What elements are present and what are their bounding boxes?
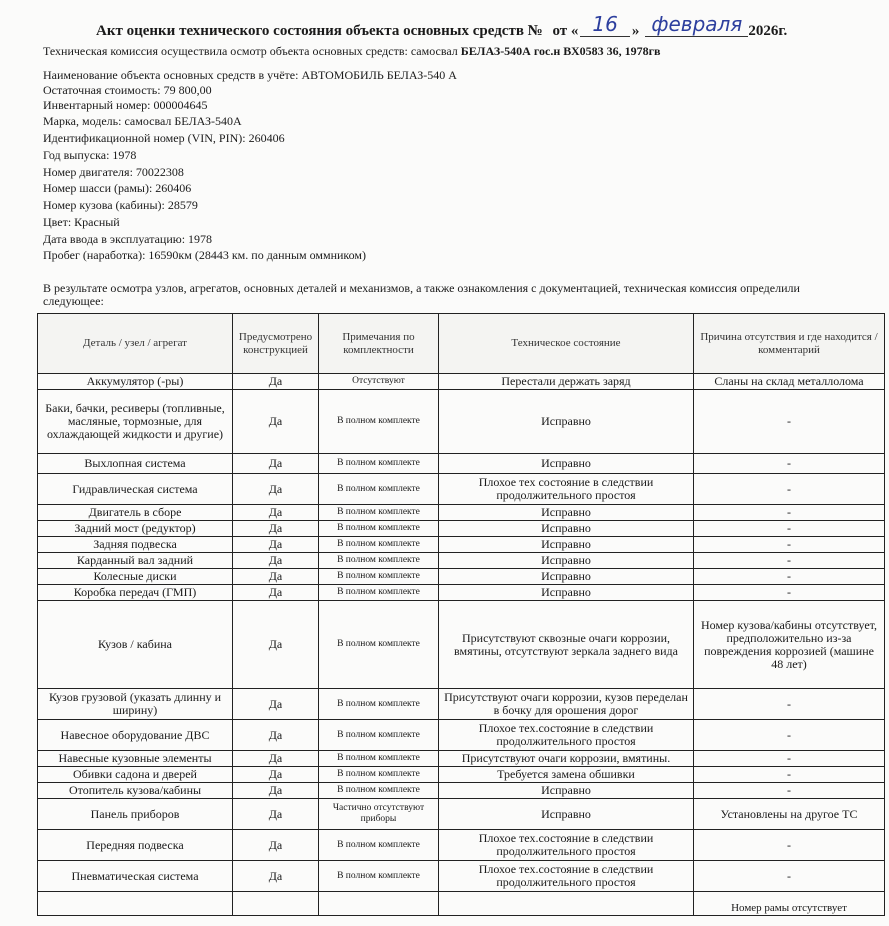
- cell-provided: Да: [233, 521, 319, 537]
- year: Год выпуска: 1978: [43, 148, 137, 162]
- cell-note: В полном комплекте: [319, 454, 439, 474]
- cell-part: Задний мост (редуктор): [38, 521, 233, 537]
- cell-comment: Установлены на другое ТС: [694, 799, 885, 830]
- cell-comment: -: [694, 861, 885, 892]
- cell-state: Исправно: [439, 537, 694, 553]
- cell-comment: -: [694, 585, 885, 601]
- cell-state: Присутствуют очаги коррозии, кузов переделан в бочку для орошения дорог: [439, 689, 694, 720]
- table-row: [38, 537, 885, 553]
- cell-comment: -: [694, 521, 885, 537]
- cell-note: В полном комплекте: [319, 521, 439, 537]
- cell-provided: Да: [233, 569, 319, 585]
- cell-state: Исправно: [439, 569, 694, 585]
- cell-provided: Да: [233, 720, 319, 751]
- table-row: [38, 521, 885, 537]
- table-row: [38, 689, 885, 720]
- model: Марка, модель: самосвал БЕЛАЗ-540А: [43, 114, 242, 128]
- date-month-handwritten: февраля: [645, 12, 748, 37]
- cell-part: Карданный вал задний: [38, 553, 233, 569]
- asset-name: Наименование объекта основных средств в учёте: АВТОМОБИЛЬ БЕЛАЗ-540 А: [43, 68, 457, 82]
- table-row: [38, 585, 885, 601]
- cell-comment: -: [694, 505, 885, 521]
- cell-provided: Да: [233, 454, 319, 474]
- table-row: [38, 553, 885, 569]
- chassis-number: Номер шасси (рамы): 260406: [43, 181, 192, 195]
- cell-comment: Сланы на склад металлолома: [694, 374, 885, 390]
- cell-comment: -: [694, 783, 885, 799]
- table-row: [38, 799, 885, 830]
- cell-part: Аккумулятор (-ры): [38, 374, 233, 390]
- cell-state: Присутствуют сквозные очаги коррозии, вмятины, отсутствуют зеркала заднего вида: [439, 601, 694, 689]
- cell-state: Исправно: [439, 553, 694, 569]
- table-row: [38, 474, 885, 505]
- cell-state: Плохое тех.состояние в следствии продолжительного простоя: [439, 830, 694, 861]
- cell-state: Плохое тех.состояние в следствии продолжительного простоя: [439, 720, 694, 751]
- cell-note: В полном комплекте: [319, 783, 439, 799]
- cell-note: В полном комплекте: [319, 767, 439, 783]
- cell-state: Перестали держать заряд: [439, 374, 694, 390]
- residual-value: Остаточная стоимость: 79 800,00: [43, 83, 212, 97]
- cell-part: Навесные кузовные элементы: [38, 751, 233, 767]
- intro-paragraph: В результате осмотра узлов, агрегатов, основных деталей и механизмов, а также ознакомления с документацией, техническая комиссия определили следующее:: [43, 281, 800, 308]
- cell-provided: Да: [233, 601, 319, 689]
- cell-comment: Номер кузова/кабины отсутствует, предположительно из-за повреждения коррозией (машине 48 лет): [694, 601, 885, 689]
- cell-part: Колесные диски: [38, 569, 233, 585]
- cell-note: В полном комплекте: [319, 505, 439, 521]
- table-row: [38, 783, 885, 799]
- cell-note: В полном комплекте: [319, 585, 439, 601]
- cell-part: Кузов грузовой (указать длинну и ширину): [38, 689, 233, 720]
- cell-part: Передняя подвеска: [38, 830, 233, 861]
- cell-note: В полном комплекте: [319, 553, 439, 569]
- cell-comment: Номер рамы отсутствует: [694, 892, 885, 916]
- header-part: Деталь / узел / агрегат: [38, 314, 233, 374]
- cell-provided: Да: [233, 689, 319, 720]
- cell-comment: -: [694, 454, 885, 474]
- cell-note: В полном комплекте: [319, 751, 439, 767]
- date-year: 2026г.: [748, 23, 788, 39]
- cell-part: Обивки садона и дверей: [38, 767, 233, 783]
- cell-comment: -: [694, 553, 885, 569]
- table-row: [38, 374, 885, 390]
- cell-state: Исправно: [439, 585, 694, 601]
- title-text: Акт оценки технического состояния объекта основных средств №: [96, 23, 543, 39]
- cell-comment: -: [694, 474, 885, 505]
- cell-part: Пневматическая система: [38, 861, 233, 892]
- table-row: [38, 751, 885, 767]
- cell-state: Требуется замена обшивки: [439, 767, 694, 783]
- cell-state: Исправно: [439, 390, 694, 454]
- title-from: от «: [552, 23, 579, 39]
- commission-text: Техническая комиссия осуществила осмотр объекта основных средств: самосвал: [43, 44, 458, 58]
- vin: Идентификационной номер (VIN, PIN): 260406: [43, 131, 285, 145]
- cell-part: Выхлопная система: [38, 454, 233, 474]
- cell-state: Плохое тех.состояние в следствии продолжительного простоя: [439, 861, 694, 892]
- cell-provided: Да: [233, 799, 319, 830]
- cell-state: Плохое тех состояние в следствии продолжительного простоя: [439, 474, 694, 505]
- color: Цвет: Красный: [43, 215, 120, 229]
- header-comment: Причина отсутствия и где находится / комментарий: [694, 314, 885, 374]
- cell-comment: -: [694, 569, 885, 585]
- date-mid: »: [631, 23, 640, 39]
- cell-comment: -: [694, 390, 885, 454]
- cell-state: [439, 892, 694, 916]
- cell-part: Баки, бачки, ресиверы (топливные, масляные, тормозные, для охлаждающей жидкости и другие): [38, 390, 233, 454]
- commission-date: Дата ввода в эксплуатацию: 1978: [43, 232, 213, 246]
- cell-part: Отопитель кузова/кабины: [38, 783, 233, 799]
- cell-comment: -: [694, 720, 885, 751]
- cell-state: Исправно: [439, 454, 694, 474]
- engine-number: Номер двигателя: 70022308: [43, 165, 184, 179]
- inventory-number: Инвентарный номер: 000004645: [43, 98, 208, 112]
- table-row: [38, 861, 885, 892]
- cell-provided: Да: [233, 553, 319, 569]
- cell-note: Частично отсутствуют приборы: [319, 799, 439, 830]
- table-header-row: [38, 314, 885, 374]
- cell-state: Исправно: [439, 799, 694, 830]
- cell-comment: -: [694, 830, 885, 861]
- table-row: [38, 390, 885, 454]
- cell-part: Кузов / кабина: [38, 601, 233, 689]
- table-row: [38, 505, 885, 521]
- cell-provided: Да: [233, 505, 319, 521]
- table-row: [38, 830, 885, 861]
- cell-provided: Да: [233, 537, 319, 553]
- cell-provided: Да: [233, 830, 319, 861]
- cell-provided: Да: [233, 585, 319, 601]
- cell-note: В полном комплекте: [319, 720, 439, 751]
- date-day-handwritten: 16: [580, 12, 629, 37]
- cell-part: [38, 892, 233, 916]
- cell-provided: Да: [233, 861, 319, 892]
- cell-note: В полном комплекте: [319, 390, 439, 454]
- cell-comment: -: [694, 767, 885, 783]
- cell-provided: [233, 892, 319, 916]
- cell-state: Присутствуют очаги коррозии, вмятины.: [439, 751, 694, 767]
- cell-provided: Да: [233, 374, 319, 390]
- cell-provided: Да: [233, 751, 319, 767]
- cell-state: Исправно: [439, 505, 694, 521]
- cell-note: В полном комплекте: [319, 569, 439, 585]
- cell-note: В полном комплекте: [319, 474, 439, 505]
- table-row: [38, 720, 885, 751]
- document-title: [96, 12, 788, 41]
- header-state: Техническое состояние: [439, 314, 694, 374]
- cell-comment: -: [694, 537, 885, 553]
- cell-note: В полном комплекте: [319, 861, 439, 892]
- cell-note: В полном комплекте: [319, 689, 439, 720]
- condition-table: [37, 313, 885, 916]
- cell-provided: Да: [233, 390, 319, 454]
- table-row: [38, 601, 885, 689]
- commission-line: [43, 44, 661, 59]
- cell-part: Задняя подвеска: [38, 537, 233, 553]
- header-note: Примечания по комплектности: [319, 314, 439, 374]
- cell-part: Навесное оборудование ДВС: [38, 720, 233, 751]
- cell-note: В полном комплекте: [319, 830, 439, 861]
- table-row: [38, 892, 885, 916]
- cell-part: Гидравлическая система: [38, 474, 233, 505]
- header-provided: Предусмотрено конструкцией: [233, 314, 319, 374]
- table-row: [38, 454, 885, 474]
- body-number: Номер кузова (кабины): 28579: [43, 198, 198, 212]
- cell-state: Исправно: [439, 521, 694, 537]
- cell-part: Двигатель в сборе: [38, 505, 233, 521]
- cell-note: Отсутствуют: [319, 374, 439, 390]
- cell-comment: -: [694, 751, 885, 767]
- cell-note: В полном комплекте: [319, 601, 439, 689]
- table-row: [38, 767, 885, 783]
- cell-provided: Да: [233, 474, 319, 505]
- cell-note: В полном комплекте: [319, 537, 439, 553]
- commission-object: БЕЛАЗ-540А гос.н ВХ0583 36, 1978гв: [460, 44, 661, 58]
- cell-part: Панель приборов: [38, 799, 233, 830]
- cell-provided: Да: [233, 767, 319, 783]
- cell-state: Исправно: [439, 783, 694, 799]
- table-row: [38, 569, 885, 585]
- cell-note: [319, 892, 439, 916]
- cell-provided: Да: [233, 783, 319, 799]
- cell-part: Коробка передач (ГМП): [38, 585, 233, 601]
- mileage: Пробег (наработка): 16590км (28443 км. по данным оммником): [43, 248, 367, 262]
- cell-comment: -: [694, 689, 885, 720]
